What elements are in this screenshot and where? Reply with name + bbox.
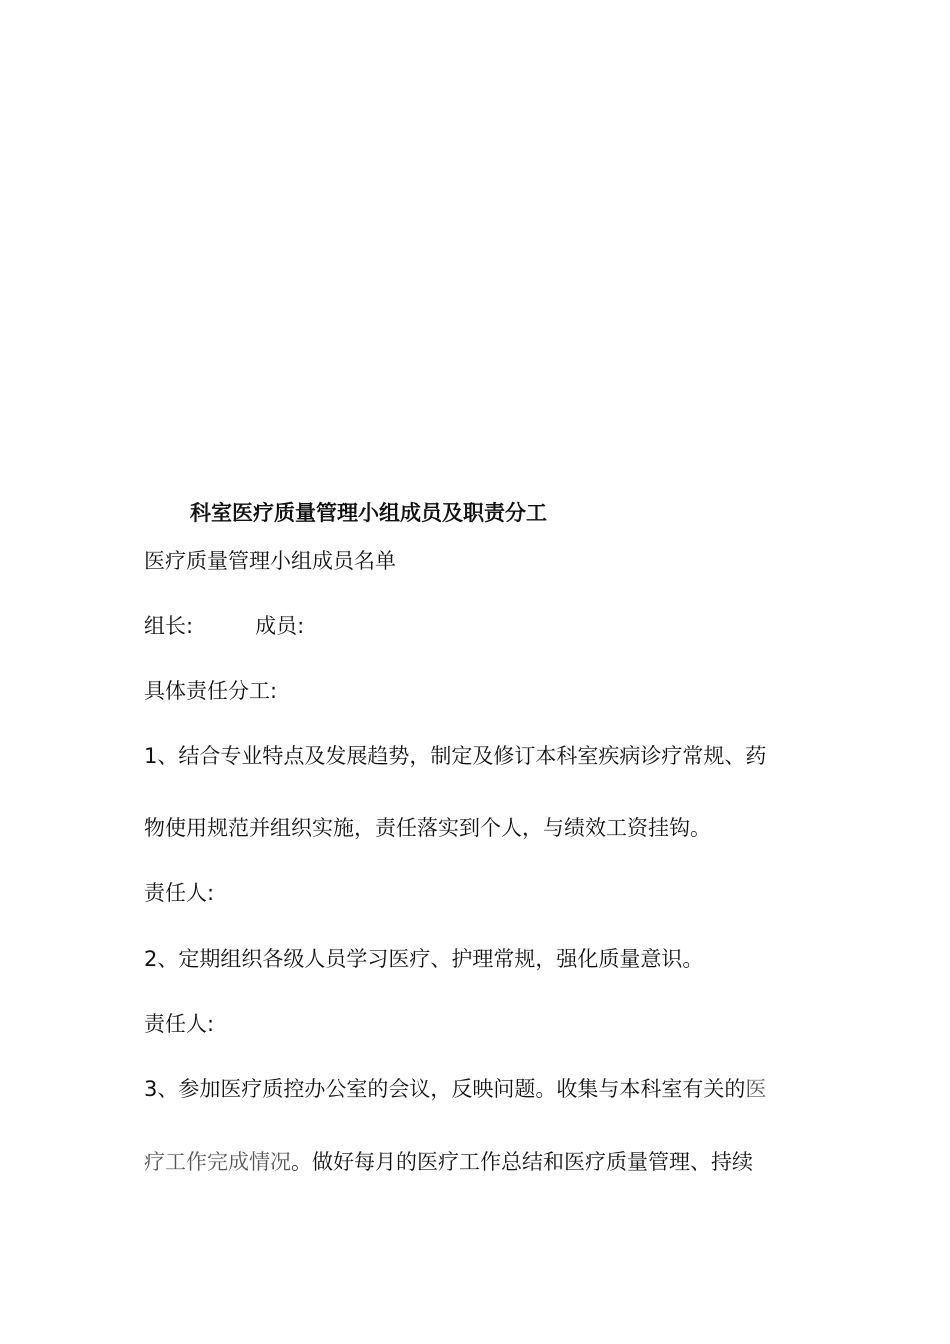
member-list-heading: 医疗质量管理小组成员名单 [144, 549, 396, 573]
item-3-line-2-main: 。做好每月的医疗工作总结和医疗质量管理、持续 [291, 1150, 753, 1174]
responsibility-heading: 具体责任分工: [144, 679, 278, 703]
leader-label: 组长: [144, 614, 194, 638]
item-2-line-1: 2、定期组织各级人员学习医疗、护理常规，强化质量意识。 [144, 947, 704, 971]
responsible-person-label-2: 责任人: [144, 1012, 215, 1036]
responsible-person-label-1: 责任人: [144, 881, 215, 905]
item-1-line-1: 1、结合专业特点及发展趋势，制定及修订本科室疾病诊疗常规、药 [144, 744, 767, 768]
item-3-line-2 [144, 1147, 753, 1177]
leader-members-row [144, 611, 304, 641]
item-3-line-2-head: 疗工作完成情况 [144, 1150, 291, 1174]
item-3-line-1 [144, 1074, 766, 1104]
document-title: 科室医疗质量管理小组成员及职责分工 [190, 501, 547, 525]
members-label: 成员: [255, 614, 305, 638]
item-3-line-1-main: 3、参加医疗质控办公室的会议，反映问题。收集与本科室有关的 [144, 1077, 746, 1101]
item-3-line-1-tail: 医 [745, 1077, 767, 1101]
item-1-line-2: 物使用规范并组织实施，责任落实到个人，与绩效工资挂钩。 [144, 816, 711, 840]
